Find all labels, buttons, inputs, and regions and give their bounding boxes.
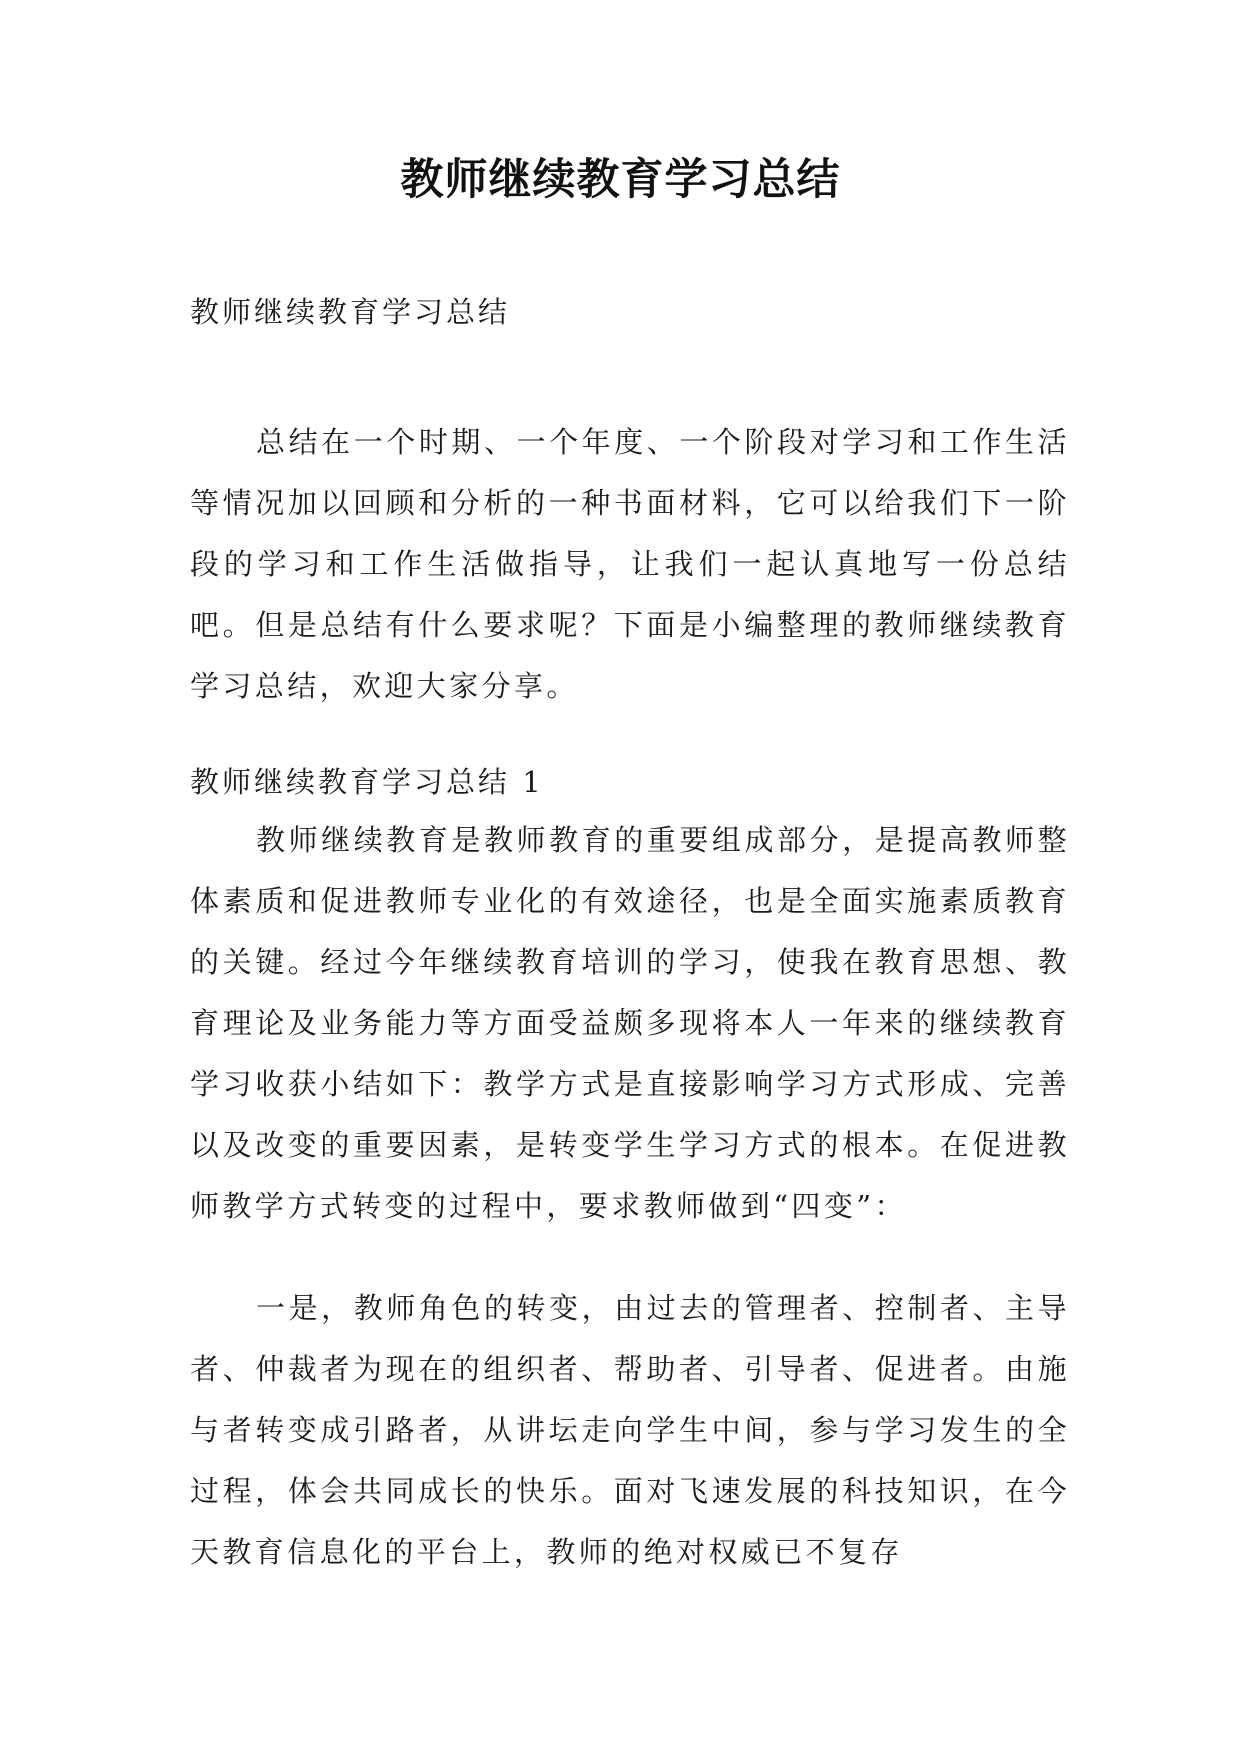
section-heading: 教师继续教育学习总结 1 xyxy=(190,765,544,799)
intro-paragraph: 总结在一个时期、一个年度、一个阶段对学习和工作生活等情况加以回顾和分析的一种书面材料，它可以给我们下一阶段的学习和工作生活做指导，让我们一起认真地写一份总结吧。但是总结有什么要求呢？下面是小编整理的教师继续教育学习总结，欢迎大家分享。 xyxy=(190,425,1070,703)
section-paragraph: 一是，教师角色的转变，由过去的管理者、控制者、主导者、仲裁者为现在的组织者、帮助者、引导者、促进者。由施与者转变成引路者，从讲坛走向学生中间，参与学习发生的全过程，体会共同成长的快乐。面对飞速发展的科技知识，在今天教育信息化的平台上，教师的绝对权威已不复存 xyxy=(190,1291,1070,1569)
document-title: 教师继续教育学习总结 xyxy=(400,155,841,205)
section-paragraph: 教师继续教育是教师教育的重要组成部分，是提高教师整体素质和促进教师专业化的有效途径，也是全面实施素质教育的关键。经过今年继续教育培训的学习，使我在教育思想、教育理论及业务能力等方面受益颇多现将本人一年来的继续教育学习收获小结如下：教学方式是直接影响学习方式形成、完善以及改变的重要因素，是转变学生学习方式的根本。在促进教师教学方式转变的过程中，要求教师做到“四变”： xyxy=(190,823,1070,1223)
document-subtitle: 教师继续教育学习总结 xyxy=(190,295,511,329)
